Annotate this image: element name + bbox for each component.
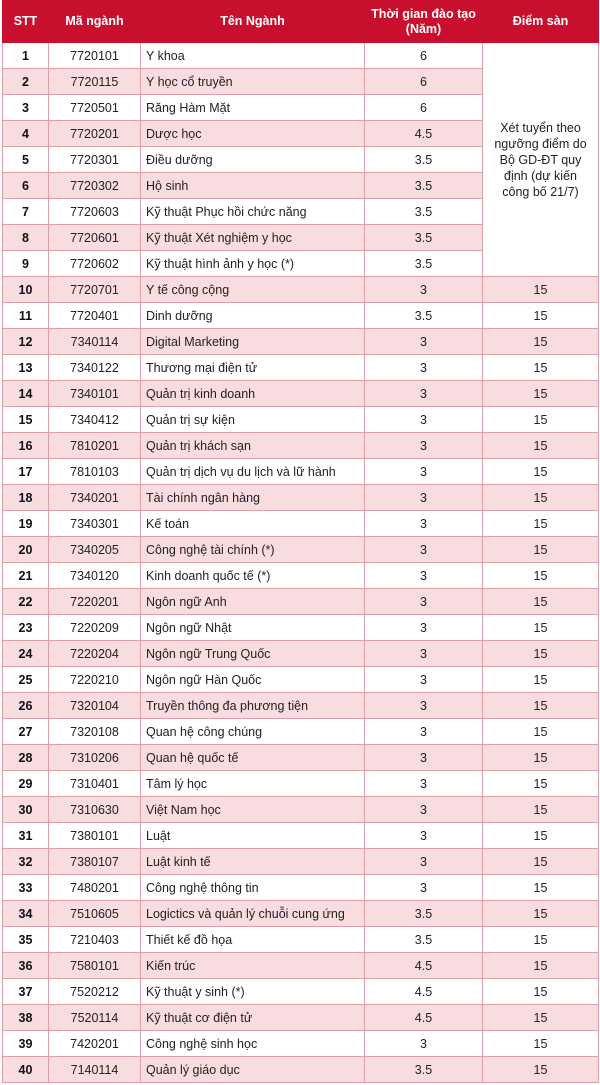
- table-row: [3, 667, 599, 693]
- row-code: 7810201: [49, 433, 141, 459]
- row-time: 3: [365, 667, 483, 693]
- row-time: 3.5: [365, 147, 483, 173]
- row-name: Kỹ thuật hình ảnh y học (*): [141, 251, 365, 277]
- row-code: 7340101: [49, 381, 141, 407]
- row-name: Quản trị sự kiện: [141, 407, 365, 433]
- row-score: 15: [483, 355, 599, 381]
- row-score: 15: [483, 511, 599, 537]
- row-name: Logictics và quản lý chuỗi cung ứng: [141, 901, 365, 927]
- table-row: [3, 719, 599, 745]
- row-stt: 11: [3, 303, 49, 329]
- row-score: 15: [483, 485, 599, 511]
- row-code: 7340301: [49, 511, 141, 537]
- row-name: Kỹ thuật y sinh (*): [141, 979, 365, 1005]
- row-score: 15: [483, 979, 599, 1005]
- row-stt: 30: [3, 797, 49, 823]
- table-row: [3, 407, 599, 433]
- row-code: 7340201: [49, 485, 141, 511]
- table-row: [3, 563, 599, 589]
- row-time: 6: [365, 43, 483, 69]
- row-score: 15: [483, 1031, 599, 1057]
- row-time: 3: [365, 693, 483, 719]
- row-name: Ngôn ngữ Anh: [141, 589, 365, 615]
- table-row: [3, 537, 599, 563]
- row-name: Quan hệ công chúng: [141, 719, 365, 745]
- row-name: Hộ sinh: [141, 173, 365, 199]
- row-code: 7720701: [49, 277, 141, 303]
- row-code: 7320104: [49, 693, 141, 719]
- row-score: 15: [483, 277, 599, 303]
- row-score: 15: [483, 1057, 599, 1083]
- header-code: Mã ngành: [49, 1, 141, 43]
- row-stt: 35: [3, 927, 49, 953]
- row-stt: 5: [3, 147, 49, 173]
- row-name: Tâm lý học: [141, 771, 365, 797]
- row-code: 7210403: [49, 927, 141, 953]
- table-row: [3, 355, 599, 381]
- row-time: 3: [365, 1031, 483, 1057]
- row-time: 6: [365, 95, 483, 121]
- row-score: 15: [483, 433, 599, 459]
- row-code: 7720602: [49, 251, 141, 277]
- row-stt: 36: [3, 953, 49, 979]
- table-body: [3, 43, 599, 1083]
- row-name: Thiết kế đồ họa: [141, 927, 365, 953]
- row-score: 15: [483, 589, 599, 615]
- row-score: 15: [483, 303, 599, 329]
- row-time: 3: [365, 797, 483, 823]
- row-stt: 2: [3, 69, 49, 95]
- row-code: 7380107: [49, 849, 141, 875]
- table-row: [3, 433, 599, 459]
- table-row: [3, 927, 599, 953]
- row-name: Kỹ thuật Xét nghiệm y học: [141, 225, 365, 251]
- table-row: [3, 641, 599, 667]
- row-name: Digital Marketing: [141, 329, 365, 355]
- row-name: Tài chính ngân hàng: [141, 485, 365, 511]
- row-name: Thương mại điện tử: [141, 355, 365, 381]
- table-row: [3, 823, 599, 849]
- row-code: 7220201: [49, 589, 141, 615]
- row-score: 15: [483, 797, 599, 823]
- row-stt: 27: [3, 719, 49, 745]
- row-code: 7340120: [49, 563, 141, 589]
- row-name: Việt Nam học: [141, 797, 365, 823]
- row-time: 3: [365, 355, 483, 381]
- header-row: [3, 1, 599, 43]
- row-time: 4.5: [365, 121, 483, 147]
- header-time: Thời gian đào tạo (Năm): [365, 1, 483, 43]
- row-stt: 14: [3, 381, 49, 407]
- row-time: 3: [365, 589, 483, 615]
- row-time: 3: [365, 771, 483, 797]
- row-name: Công nghệ tài chính (*): [141, 537, 365, 563]
- table-row: [3, 277, 599, 303]
- row-name: Quan hệ quốc tế: [141, 745, 365, 771]
- row-code: 7320108: [49, 719, 141, 745]
- row-code: 7720603: [49, 199, 141, 225]
- row-score: 15: [483, 381, 599, 407]
- row-name: Y học cổ truyền: [141, 69, 365, 95]
- row-code: 7480201: [49, 875, 141, 901]
- row-code: 7340205: [49, 537, 141, 563]
- row-time: 3.5: [365, 1057, 483, 1083]
- row-name: Truyền thông đa phương tiện: [141, 693, 365, 719]
- row-stt: 18: [3, 485, 49, 511]
- row-time: 3: [365, 277, 483, 303]
- row-stt: 6: [3, 173, 49, 199]
- row-time: 3.5: [365, 199, 483, 225]
- row-stt: 10: [3, 277, 49, 303]
- table-row: [3, 329, 599, 355]
- row-code: 7520212: [49, 979, 141, 1005]
- table-row: [3, 953, 599, 979]
- row-score: 15: [483, 407, 599, 433]
- row-code: 7220204: [49, 641, 141, 667]
- row-score: 15: [483, 953, 599, 979]
- row-stt: 24: [3, 641, 49, 667]
- row-time: 3: [365, 719, 483, 745]
- row-code: 7420201: [49, 1031, 141, 1057]
- row-time: 3.5: [365, 901, 483, 927]
- row-code: 7720201: [49, 121, 141, 147]
- row-score: 15: [483, 745, 599, 771]
- row-stt: 3: [3, 95, 49, 121]
- table-row: [3, 1057, 599, 1083]
- table-row: [3, 875, 599, 901]
- row-time: 3: [365, 641, 483, 667]
- row-time: 4.5: [365, 1005, 483, 1031]
- row-name: Ngôn ngữ Nhật: [141, 615, 365, 641]
- row-name: Công nghệ thông tin: [141, 875, 365, 901]
- table-row: [3, 485, 599, 511]
- row-time: 3: [365, 433, 483, 459]
- row-stt: 7: [3, 199, 49, 225]
- merged-score-note: Xét tuyển theo ngưỡng điểm do Bộ GD-ĐT quy định (dự kiến công bố 21/7): [483, 43, 599, 277]
- row-code: 7720601: [49, 225, 141, 251]
- row-time: 3.5: [365, 927, 483, 953]
- row-name: Công nghệ sinh học: [141, 1031, 365, 1057]
- row-stt: 12: [3, 329, 49, 355]
- row-time: 3: [365, 745, 483, 771]
- table-row: [3, 303, 599, 329]
- row-time: 3: [365, 459, 483, 485]
- row-stt: 17: [3, 459, 49, 485]
- row-name: Ngôn ngữ Hàn Quốc: [141, 667, 365, 693]
- table-row: [3, 1005, 599, 1031]
- table-row: [3, 771, 599, 797]
- row-stt: 40: [3, 1057, 49, 1083]
- row-stt: 19: [3, 511, 49, 537]
- row-time: 3: [365, 823, 483, 849]
- row-name: Quản trị kinh doanh: [141, 381, 365, 407]
- row-code: 7340122: [49, 355, 141, 381]
- row-name: Y khoa: [141, 43, 365, 69]
- row-score: 15: [483, 459, 599, 485]
- row-time: 3: [365, 407, 483, 433]
- row-time: 4.5: [365, 979, 483, 1005]
- row-time: 3: [365, 615, 483, 641]
- row-stt: 20: [3, 537, 49, 563]
- table-row: [3, 693, 599, 719]
- row-code: 7510605: [49, 901, 141, 927]
- table-row: [3, 381, 599, 407]
- row-name: Kiến trúc: [141, 953, 365, 979]
- header-score: Điểm sàn: [483, 1, 599, 43]
- row-time: 3: [365, 875, 483, 901]
- row-time: 3.5: [365, 303, 483, 329]
- row-stt: 9: [3, 251, 49, 277]
- row-score: 15: [483, 693, 599, 719]
- row-time: 3: [365, 381, 483, 407]
- row-time: 3: [365, 329, 483, 355]
- row-code: 7380101: [49, 823, 141, 849]
- row-time: 4.5: [365, 953, 483, 979]
- row-name: Quản lý giáo dục: [141, 1057, 365, 1083]
- row-name: Dinh dưỡng: [141, 303, 365, 329]
- row-name: Ngôn ngữ Trung Quốc: [141, 641, 365, 667]
- table-row: [3, 589, 599, 615]
- row-code: 7220209: [49, 615, 141, 641]
- row-code: 7720101: [49, 43, 141, 69]
- row-time: 3: [365, 511, 483, 537]
- row-stt: 34: [3, 901, 49, 927]
- row-code: 7340412: [49, 407, 141, 433]
- header-stt: STT: [3, 1, 49, 43]
- row-score: 15: [483, 901, 599, 927]
- row-code: 7310206: [49, 745, 141, 771]
- row-time: 3: [365, 537, 483, 563]
- row-name: Kỹ thuật cơ điện tử: [141, 1005, 365, 1031]
- table-row: [3, 511, 599, 537]
- row-code: 7720501: [49, 95, 141, 121]
- row-stt: 16: [3, 433, 49, 459]
- row-stt: 32: [3, 849, 49, 875]
- row-score: 15: [483, 719, 599, 745]
- row-code: 7720302: [49, 173, 141, 199]
- row-score: 15: [483, 771, 599, 797]
- table-row: [3, 1031, 599, 1057]
- row-score: 15: [483, 875, 599, 901]
- row-score: 15: [483, 927, 599, 953]
- row-code: 7580101: [49, 953, 141, 979]
- header-name: Tên Ngành: [141, 1, 365, 43]
- row-score: 15: [483, 823, 599, 849]
- row-score: 15: [483, 537, 599, 563]
- row-name: Dược học: [141, 121, 365, 147]
- table-row: [3, 745, 599, 771]
- row-code: 7810103: [49, 459, 141, 485]
- row-time: 3.5: [365, 173, 483, 199]
- row-stt: 28: [3, 745, 49, 771]
- row-time: 3: [365, 485, 483, 511]
- row-time: 3.5: [365, 225, 483, 251]
- table-header: [3, 1, 599, 43]
- row-score: 15: [483, 563, 599, 589]
- row-code: 7140114: [49, 1057, 141, 1083]
- row-stt: 23: [3, 615, 49, 641]
- row-stt: 31: [3, 823, 49, 849]
- row-name: Kinh doanh quốc tế (*): [141, 563, 365, 589]
- table-row: [3, 979, 599, 1005]
- row-score: 15: [483, 1005, 599, 1031]
- row-stt: 21: [3, 563, 49, 589]
- row-stt: 33: [3, 875, 49, 901]
- row-time: 3.5: [365, 251, 483, 277]
- row-time: 3: [365, 849, 483, 875]
- row-stt: 29: [3, 771, 49, 797]
- table-row: [3, 43, 599, 69]
- row-time: 6: [365, 69, 483, 95]
- row-stt: 37: [3, 979, 49, 1005]
- row-code: 7720115: [49, 69, 141, 95]
- row-stt: 8: [3, 225, 49, 251]
- row-name: Kế toán: [141, 511, 365, 537]
- row-stt: 15: [3, 407, 49, 433]
- row-score: 15: [483, 667, 599, 693]
- row-stt: 22: [3, 589, 49, 615]
- row-code: 7310630: [49, 797, 141, 823]
- row-score: 15: [483, 615, 599, 641]
- row-name: Luật kinh tế: [141, 849, 365, 875]
- row-code: 7720401: [49, 303, 141, 329]
- row-stt: 39: [3, 1031, 49, 1057]
- row-stt: 13: [3, 355, 49, 381]
- row-score: 15: [483, 849, 599, 875]
- row-name: Quản trị dịch vụ du lịch và lữ hành: [141, 459, 365, 485]
- row-code: 7340114: [49, 329, 141, 355]
- row-stt: 25: [3, 667, 49, 693]
- row-code: 7220210: [49, 667, 141, 693]
- majors-table: [2, 0, 599, 1083]
- row-score: 15: [483, 641, 599, 667]
- row-name: Luật: [141, 823, 365, 849]
- table-row: [3, 797, 599, 823]
- row-code: 7310401: [49, 771, 141, 797]
- row-stt: 26: [3, 693, 49, 719]
- row-score: 15: [483, 329, 599, 355]
- row-stt: 4: [3, 121, 49, 147]
- table-row: [3, 849, 599, 875]
- table-row: [3, 901, 599, 927]
- row-name: Quản trị khách sạn: [141, 433, 365, 459]
- row-code: 7720301: [49, 147, 141, 173]
- table-row: [3, 459, 599, 485]
- table-row: [3, 615, 599, 641]
- row-time: 3: [365, 563, 483, 589]
- row-name: Điều dưỡng: [141, 147, 365, 173]
- row-name: Kỹ thuật Phục hồi chức năng: [141, 199, 365, 225]
- row-name: Y tế công cộng: [141, 277, 365, 303]
- row-stt: 1: [3, 43, 49, 69]
- row-stt: 38: [3, 1005, 49, 1031]
- row-code: 7520114: [49, 1005, 141, 1031]
- row-name: Răng Hàm Mặt: [141, 95, 365, 121]
